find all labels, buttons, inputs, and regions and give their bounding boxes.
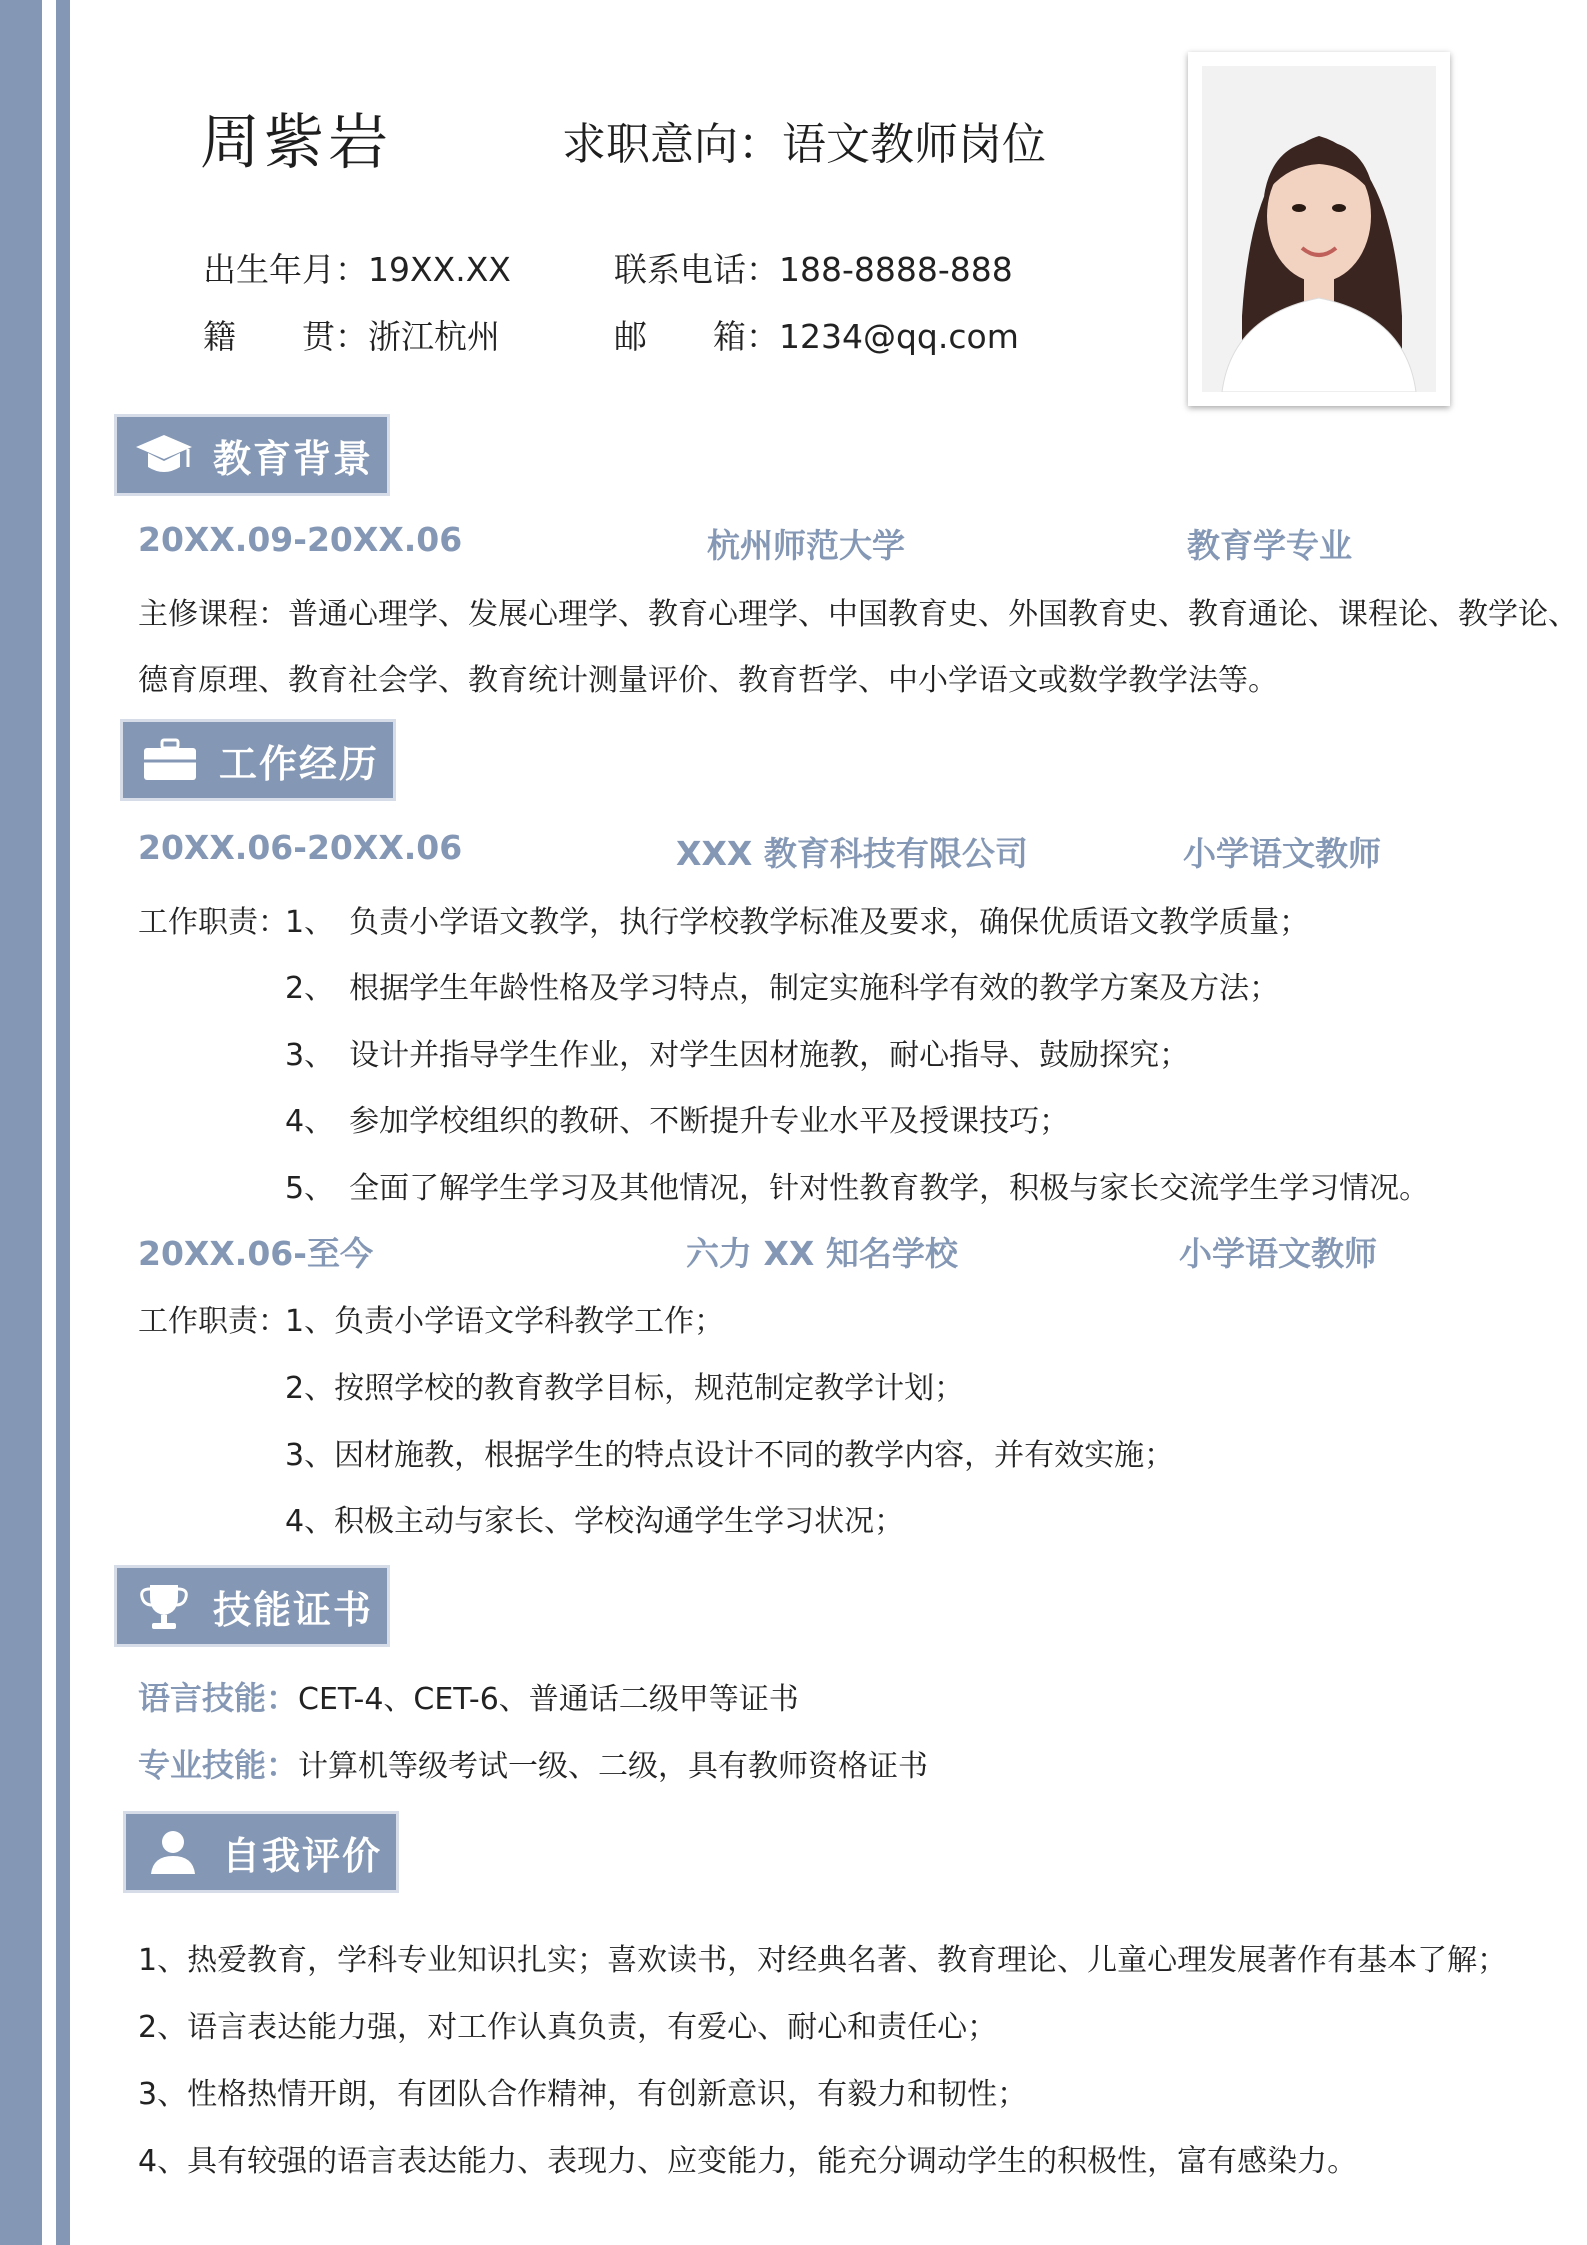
phone: 联系电话：188-8888-888	[614, 250, 1013, 289]
job-1-duty-4: 4、 参加学校组织的教研、不断提升专业水平及授课技巧；	[285, 1104, 1070, 1139]
self-eval-3: 3、性格热情开朗，有团队合作精神，有创新意识，有毅力和韧性；	[138, 2077, 1028, 2112]
left-stripe-wide	[0, 0, 42, 2245]
birth-date: 出生年月：19XX.XX	[203, 250, 511, 289]
section-title-education: 教育背景	[213, 436, 374, 481]
job-2-role: 小学语文教师	[1179, 1234, 1377, 1273]
job-2-duty-1: 1、负责小学语文学科教学工作；	[285, 1304, 725, 1339]
section-title-work: 工作经历	[219, 741, 380, 786]
education-major: 教育学专业	[1187, 526, 1352, 565]
trophy-icon	[133, 1581, 195, 1631]
skill-row-language	[138, 1673, 799, 1719]
section-title-skills: 技能证书	[213, 1587, 374, 1632]
courses-line-2: 德育原理、教育社会学、教育统计测量评价、教育哲学、中小学语文或数学教学法等。	[138, 663, 1278, 698]
candidate-name: 周紫岩	[200, 108, 392, 178]
job-1-duty-3: 3、 设计并指导学生作业，对学生因材施教，耐心指导、鼓励探究；	[285, 1038, 1190, 1073]
job-2-duty-2: 2、按照学校的教育教学目标，规范制定教学计划；	[285, 1371, 965, 1406]
skill-value-language: CET-4、CET-6、普通话二级甲等证书	[298, 1682, 799, 1717]
section-header-skills	[114, 1565, 390, 1647]
self-eval-2: 2、语言表达能力强，对工作认真负责，有爱心、耐心和责任心；	[138, 2010, 998, 2045]
skill-row-professional	[138, 1740, 928, 1786]
job-1-role: 小学语文教师	[1183, 834, 1381, 873]
email: 邮 箱：1234@qq.com	[614, 317, 1019, 356]
job-2-duty-3: 3、因材施教，根据学生的特点设计不同的教学内容，并有效实施；	[285, 1438, 1175, 1473]
job-intent: 求职意向：语文教师岗位	[562, 119, 1046, 170]
self-eval-4: 4、具有较强的语言表达能力、表现力、应变能力，能充分调动学生的积极性，富有感染力。	[138, 2144, 1358, 2179]
skill-label-language: 语言技能：	[138, 1679, 299, 1717]
job-2-duties-lead: 工作职责：	[138, 1304, 288, 1339]
skill-value-professional: 计算机等级考试一级、二级，具有教师资格证书	[298, 1749, 929, 1784]
portrait-image	[1202, 66, 1436, 392]
job-1-duty-2: 2、 根据学生年龄性格及学习特点，制定实施科学有效的教学方案及方法；	[285, 971, 1280, 1006]
section-header-education	[114, 414, 390, 496]
education-period: 20XX.09-20XX.06	[138, 520, 463, 559]
courses-line-1: 主修课程：普通心理学、发展心理学、教育心理学、中国教育史、外国教育史、教育通论、课程论、教学论、	[138, 597, 1578, 632]
job-1-duties-lead: 工作职责：	[138, 905, 288, 940]
briefcase-icon	[139, 735, 201, 785]
profile-photo	[1188, 52, 1450, 406]
section-title-self: 自我评价	[222, 1833, 383, 1878]
hometown: 籍 贯：浙江杭州	[203, 317, 500, 356]
job-1-duty-5: 5、 全面了解学生学习及其他情况，针对性教育教学，积极与家长交流学生学习情况。	[285, 1171, 1430, 1206]
graduation-cap-icon	[133, 430, 195, 480]
section-header-work	[120, 719, 396, 801]
job-1-duty-1: 1、 负责小学语文教学，执行学校教学标准及要求，确保优质语文教学质量；	[285, 905, 1310, 940]
education-school: 杭州师范大学	[707, 526, 905, 565]
left-stripe-narrow	[56, 0, 70, 2245]
section-header-self	[123, 1811, 399, 1893]
skill-label-professional: 专业技能：	[138, 1746, 299, 1784]
job-2-duty-4: 4、积极主动与家长、学校沟通学生学习状况；	[285, 1504, 905, 1539]
job-2-company: 六力 XX 知名学校	[686, 1234, 958, 1273]
user-icon	[142, 1827, 204, 1877]
self-eval-1: 1、热爱教育，学科专业知识扎实；喜欢读书，对经典名著、教育理论、儿童心理发展著作有基本了解；	[138, 1943, 1508, 1978]
job-1-company: XXX 教育科技有限公司	[676, 834, 1028, 873]
job-1-period: 20XX.06-20XX.06	[138, 828, 463, 867]
job-2-period: 20XX.06-至今	[138, 1234, 373, 1273]
